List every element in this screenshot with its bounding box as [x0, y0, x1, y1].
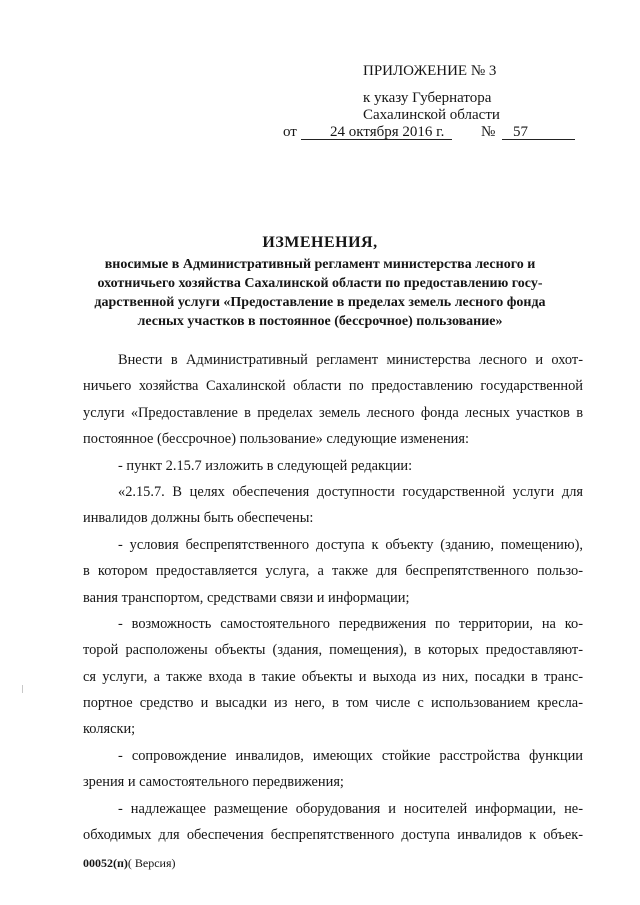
body-line: коляски;: [83, 721, 136, 738]
body-line: ничьего хозяйства Сахалинской области по предоставлению государственной: [83, 378, 583, 395]
decree-date: 24 октября 2016 г.: [330, 124, 445, 140]
body-line: - пункт 2.15.7 изложить в следующей редакции:: [118, 457, 413, 474]
body-line: вания транспортом, средствами связи и информации;: [83, 589, 410, 606]
body-line: - условия беспрепятственного доступа к объекту (зданию, помещению),: [118, 536, 583, 553]
body-line: инвалидов должны быть обеспечены:: [83, 510, 314, 527]
body-line: обходимых для обеспечения беспрепятственного доступа инвалидов к объек-: [83, 827, 583, 844]
body-line: услуги «Предоставление в пределах земель лесного фонда лесных участков в: [83, 404, 583, 421]
document-footer: [83, 856, 176, 871]
body-line: - сопровождение инвалидов, имеющих стойкие расстройства функции: [118, 747, 583, 764]
body-line: в котором предоставляется услуга, а также для беспрепятственного пользо-: [83, 563, 583, 580]
body-line: портное средство и высадки из него, в том числе с использованием кресла-: [83, 695, 583, 712]
decree-number: 57: [513, 124, 528, 140]
body-line: торой расположены объекты (здания, помещения), в которых предоставляют-: [83, 642, 583, 659]
body-line: постоянное (бессрочное) пользование» следующие изменения:: [83, 431, 469, 448]
from-label: от: [283, 124, 297, 140]
subtitle-line: лесных участков в постоянное (бессрочное) пользование»: [137, 314, 503, 329]
body-line: Внести в Административный регламент министерства лесного и охот-: [118, 352, 583, 368]
decree-reference: к указу Губернатора: [363, 90, 492, 106]
body-line: - надлежащее размещение оборудования и носителей информации, не-: [118, 800, 583, 817]
region-name: Сахалинской области: [363, 107, 500, 123]
number-label: №: [481, 124, 496, 140]
scan-margin-mark: [22, 685, 23, 693]
document-code: 00052(п): [83, 856, 128, 870]
document-body: [83, 347, 583, 848]
document-subtitle: [60, 255, 580, 331]
body-line: ся услуги, а также входа в такие объекты и выхода из них, посадки в транс-: [83, 668, 583, 685]
decree-date-line: [283, 123, 583, 141]
document-title: ИЗМЕНЕНИЯ,: [262, 234, 378, 251]
subtitle-line: вносимые в Административный регламент министерства лесного и: [104, 257, 536, 272]
body-line: зрения и самостоятельного передвижения;: [83, 774, 344, 791]
subtitle-line: охотничьего хозяйства Сахалинской области по предоставлению госу-: [97, 276, 543, 291]
body-line: - возможность самостоятельного передвижения по территории, на ко-: [118, 615, 583, 632]
appendix-heading: ПРИЛОЖЕНИЕ № 3: [363, 63, 497, 79]
subtitle-line: дарственной услуги «Предоставление в пределах земель лесного фонда: [94, 295, 546, 310]
body-line: «2.15.7. В целях обеспечения доступности государственной услуги для: [118, 483, 583, 500]
document-version: ( Версия): [127, 856, 176, 870]
